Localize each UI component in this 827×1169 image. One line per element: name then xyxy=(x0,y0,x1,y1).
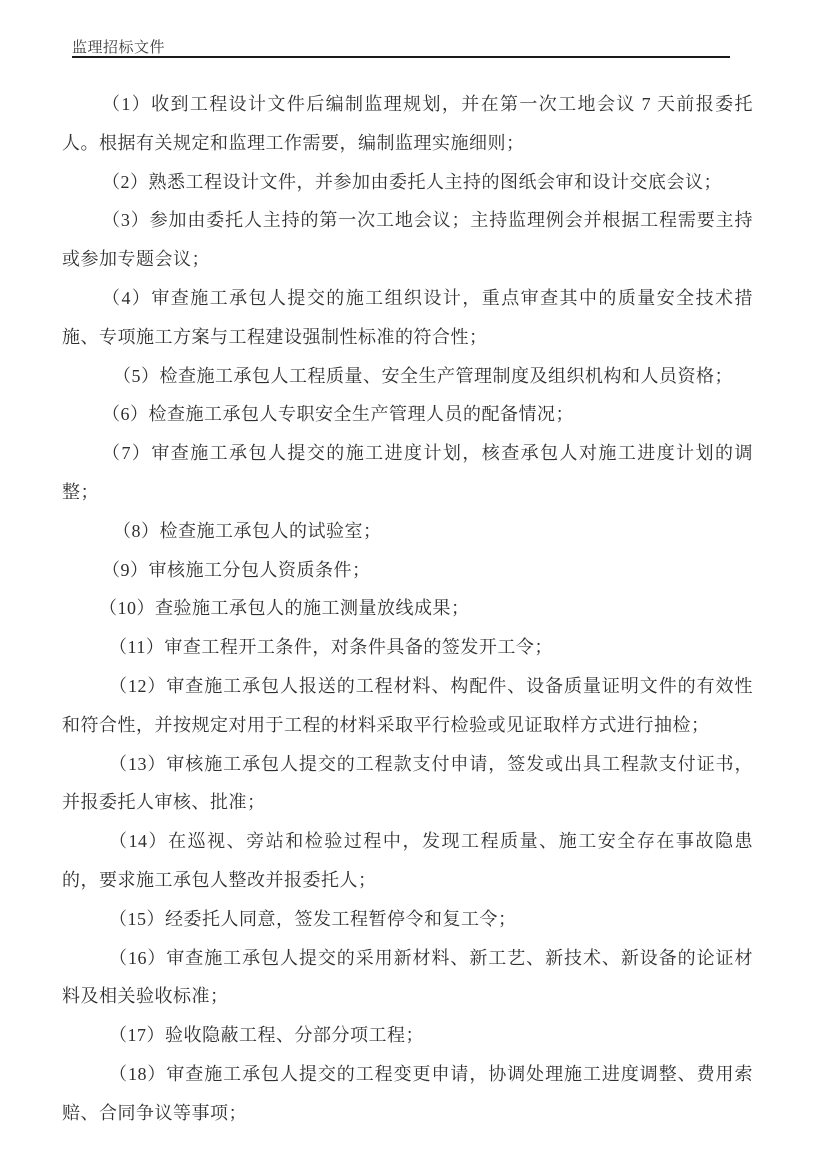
header-divider-rule xyxy=(72,56,730,58)
clause-paragraph-17: （17）验收隐蔽工程、分部分项工程； xyxy=(109,1025,424,1046)
clause-paragraph-2: （2）熟悉工程设计文件，并参加由委托人主持的图纸会审和设计交底会议； xyxy=(102,171,722,192)
clause-paragraph-8: （8）检查施工承包人的试验室； xyxy=(113,520,382,541)
clause-paragraph-5: （5）检查施工承包人工程质量、安全生产管理制度及组织机构和人员资格； xyxy=(113,365,733,386)
clause-paragraph-7: （7）审查施工承包人提交的施工进度计划，核查承包人对施工进度计划的调整； xyxy=(62,443,753,502)
clause-paragraph-10: （10）查验施工承包人的施工测量放线成果； xyxy=(99,598,470,619)
page-header-title: 监理招标文件 xyxy=(72,40,166,56)
clause-paragraph-9: （9）审核施工分包人资质条件； xyxy=(102,559,371,580)
clause-paragraph-14: （14）在巡视、旁站和检验过程中，发现工程质量、施工安全存在事故隐患的，要求施工承包人整改并报委托人； xyxy=(62,831,753,890)
clause-paragraph-12: （12）审查施工承包人报送的工程材料、构配件、设备质量证明文件的有效性和符合性，并按规定对用于工程的材料采取平行检验或见证取样方式进行抽检； xyxy=(62,675,753,735)
clause-paragraph-4: （4）审查施工承包人提交的施工组织设计，重点审查其中的质量安全技术措施、专项施工方案与工程建设强制性标准的符合性； xyxy=(62,287,753,347)
clause-paragraph-1: （1）收到工程设计文件后编制监理规划，并在第一次工地会议 7 天前报委托人。根据有关规定和监理工作需要，编制监理实施细则； xyxy=(62,94,753,153)
clause-paragraph-15: （15）经委托人同意，签发工程暂停令和复工令； xyxy=(109,908,517,929)
document-body xyxy=(62,85,753,1133)
clause-paragraph-6: （6）检查施工承包人专职安全生产管理人员的配备情况； xyxy=(102,404,574,425)
clause-paragraph-13: （13）审核施工承包人提交的工程款支付申请，签发或出具工程款支付证书，并报委托人审核、批准； xyxy=(62,753,753,813)
clause-paragraph-18: （18）审查施工承包人提交的工程变更申请，协调处理施工进度调整、费用索赔、合同争议等事项； xyxy=(62,1063,753,1123)
clause-paragraph-11: （11）审查工程开工条件，对条件具备的签发开工令； xyxy=(109,637,553,658)
clause-paragraph-3: （3）参加由委托人主持的第一次工地会议；主持监理例会并根据工程需要主持或参加专题会议； xyxy=(62,210,753,270)
clause-paragraph-16: （16）审查施工承包人提交的采用新材料、新工艺、新技术、新设备的论证材料及相关验收标准； xyxy=(62,947,753,1007)
